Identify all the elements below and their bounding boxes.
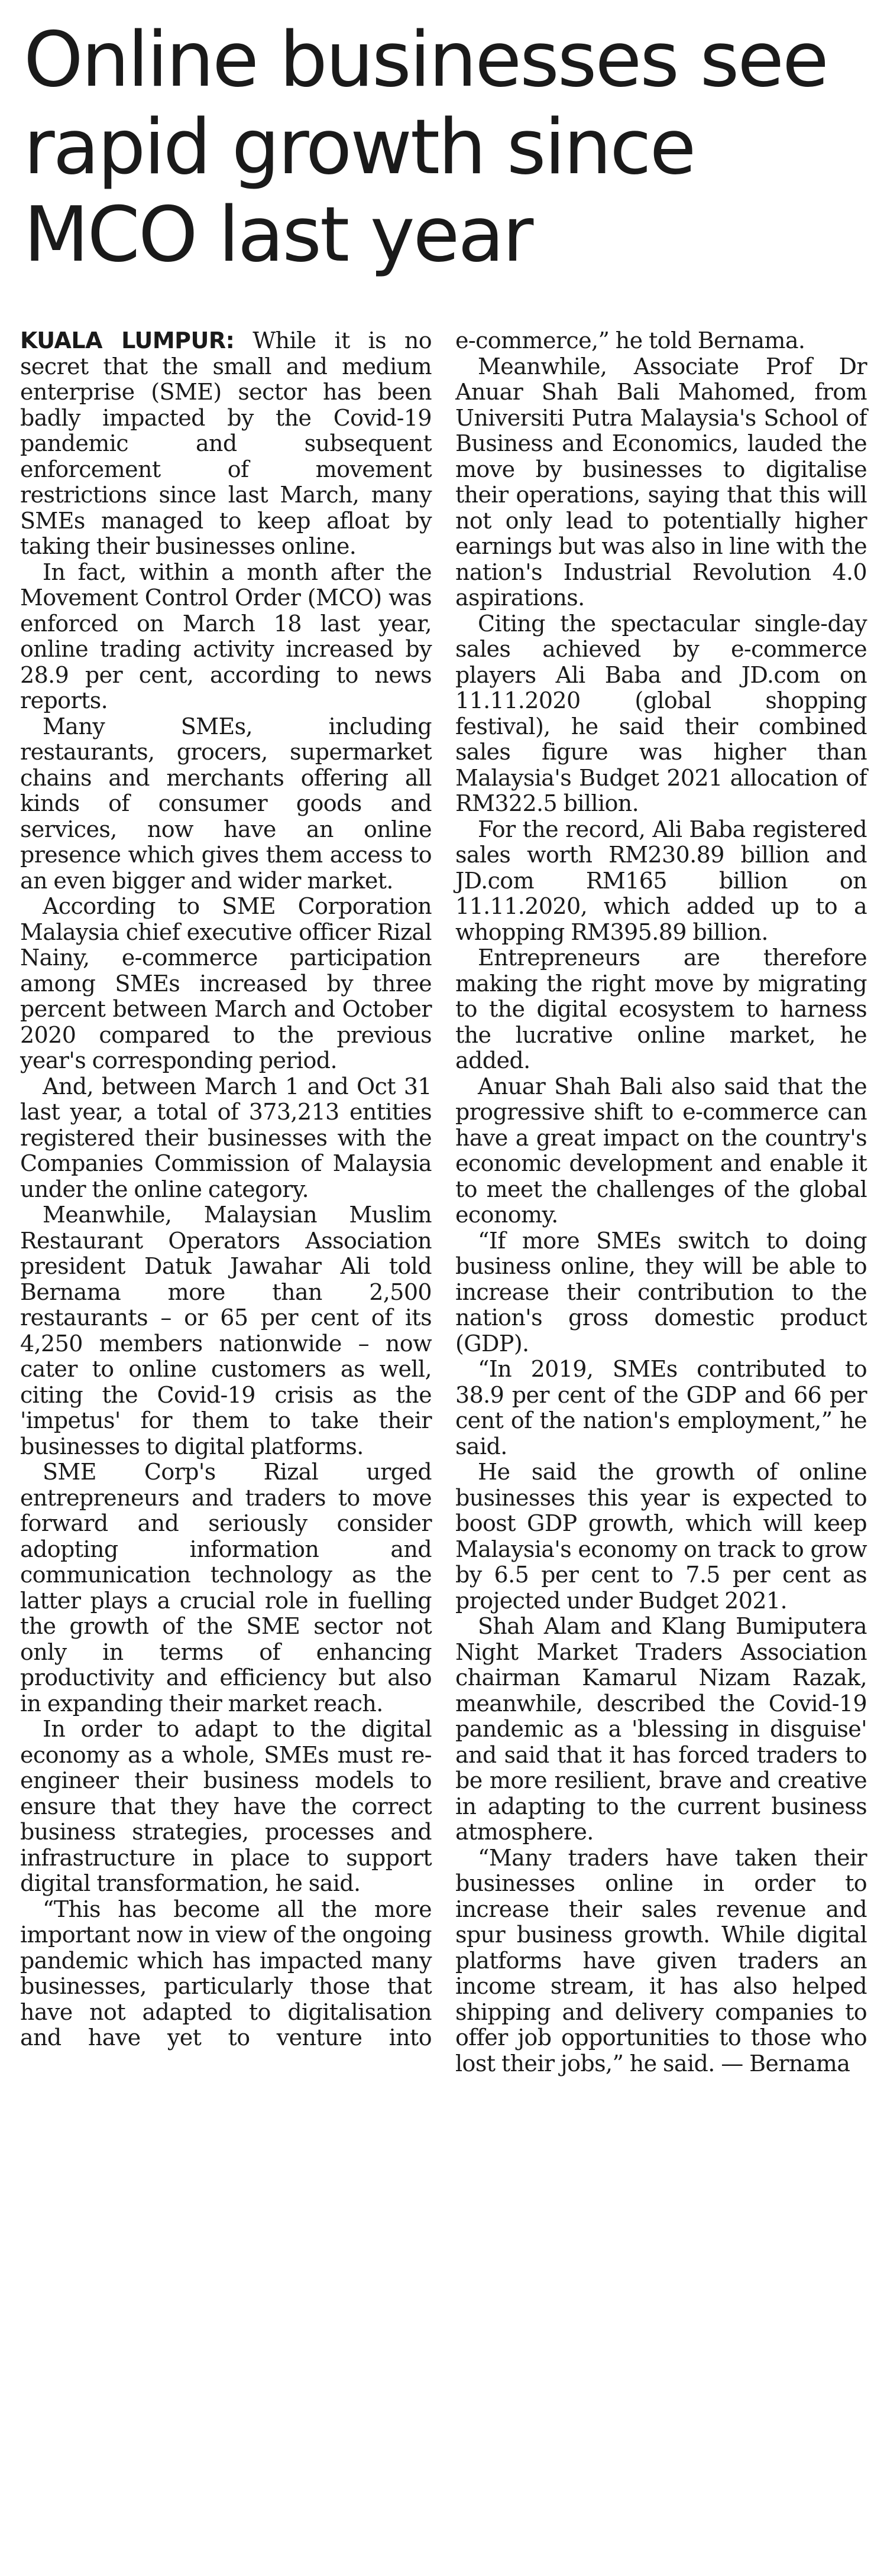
article-paragraph: For the record, Ali Baba registered sales worth RM230.89 billion and JD.com RM165 billion on 11.11.2020, which added up to a whopping RM395.89 billion. [455, 816, 867, 945]
article-paragraph-text: While it is no secret that the small and medium enterprise (SME) sector has been badly impacted by the Covid-19 pandemic and subsequent enforcement of movement restrictions since last March, many SMEs managed to keep afloat by taking their businesses online. [20, 327, 432, 559]
article-paragraph: Meanwhile, Associate Prof Dr Anuar Shah Bali Mahomed, from Universiti Putra Malaysia's School of Business and Economics, lauded the move by businesses to digitalise their operations, saying that this will not only lead to potentially higher earnings but was also in line with the nation's Industrial Revolution 4.0 aspirations. [455, 353, 867, 611]
article-paragraph: “This has become all the more important now in view of the ongoing pandemic which has impacted many businesses, particularly those that have not adapted to digitalisation and have yet to venture into [20, 1896, 432, 2051]
headline-line-2: rapid growth since [24, 103, 695, 192]
article-column-right [455, 328, 867, 2568]
article-paragraph: In order to adapt to the digital economy as a whole, SMEs must re-engineer their business models to ensure that they have the correct business strategies, processes and infrastructure in place to support digital transformation, he said. [20, 1716, 432, 1896]
article-paragraph: According to SME Corporation Malaysia chief executive officer Rizal Nainy, e-commerce participation among SMEs increased by three percent between March and October 2020 compared to the previous year's corresponding period. [20, 893, 432, 1073]
article-paragraph: In fact, within a month after the Movement Control Order (MCO) was enforced on March 18 last year, online trading activity increased by 28.9 per cent, according to news reports. [20, 559, 432, 713]
article-body [20, 328, 867, 2568]
article-paragraph: And, between March 1 and Oct 31 last year, a total of 373,213 entities registered their businesses with the Companies Commission of Malaysia under the online category. [20, 1073, 432, 1202]
headline-line-1: Online businesses see [24, 16, 827, 104]
article-paragraph: “In 2019, SMEs contributed to 38.9 per cent of the GDP and 66 per cent of the nation's employment,” he said. [455, 1356, 867, 1459]
article-paragraph [20, 328, 432, 560]
article-paragraph: He said the growth of online businesses this year is expected to boost GDP growth, which will keep Malaysia's economy on track to grow by 6.5 per cent to 7.5 per cent as projected under Budget 2021. [455, 1459, 867, 1614]
headline [24, 17, 863, 279]
article-paragraph: Shah Alam and Klang Bumiputera Night Market Traders Association chairman Kamarul Nizam Razak, meanwhile, described the Covid-19 pandemic as a 'blessing in disguise' and said that it has forced traders to be more resilient, brave and creative in adapting to the current business atmosphere. [455, 1613, 867, 1845]
article-paragraph: “Many traders have taken their businesses online in order to increase their sales revenue and spur business growth. While digital platforms have given traders an income stream, it has also helped shipping and delivery companies to offer job opportunities to those who lost their jobs,” he said. — Bernama [455, 1844, 867, 2077]
article-paragraph: Citing the spectacular single-day sales achieved by e-commerce players Ali Baba and JD.com on 11.11.2020 (global shopping festival), he said their combined sales figure was higher than Malaysia's Budget 2021 allocation of RM322.5 billion. [455, 610, 867, 816]
article-paragraph: “If more SMEs switch to doing business online, they will be able to increase their contribution to the nation's gross domestic product (GDP). [455, 1227, 867, 1357]
article-paragraph: Many SMEs, including restaurants, grocers, supermarket chains and merchants offering all kinds of consumer goods and services, now have an online presence which gives them access to an even bigger and wider market. [20, 713, 432, 894]
article-paragraph: Meanwhile, Malaysian Muslim Restaurant Operators Association president Datuk Jawahar Ali told Bernama more than 2,500 restaurants – or 65 per cent of its 4,250 members nationwide – now cater to online customers as well, citing the Covid-19 crisis as the 'impetus' for them to take their businesses to digital platforms. [20, 1202, 432, 1459]
article-column-left [20, 328, 432, 2568]
article-paragraph: e-commerce,” he told Bernama. [455, 327, 805, 353]
dateline: KUALA LUMPUR: [20, 327, 235, 353]
article-paragraph: Anuar Shah Bali also said that the progressive shift to e-commerce can have a great impact on the country's economic development and enable it to meet the challenges of the global economy. [455, 1073, 867, 1228]
article-paragraph: Entrepreneurs are therefore making the right move by migrating to the digital ecosystem to harness the lucrative online market, he added. [455, 945, 867, 1073]
article-paragraph: SME Corp's Rizal urged entrepreneurs and traders to move forward and seriously consider adopting information and communication technology as the latter plays a crucial role in fuelling the growth of the SME sector not only in terms of enhancing productivity and efficiency but also in expanding their market reach. [20, 1459, 432, 1717]
headline-line-3: MCO last year [24, 191, 532, 279]
